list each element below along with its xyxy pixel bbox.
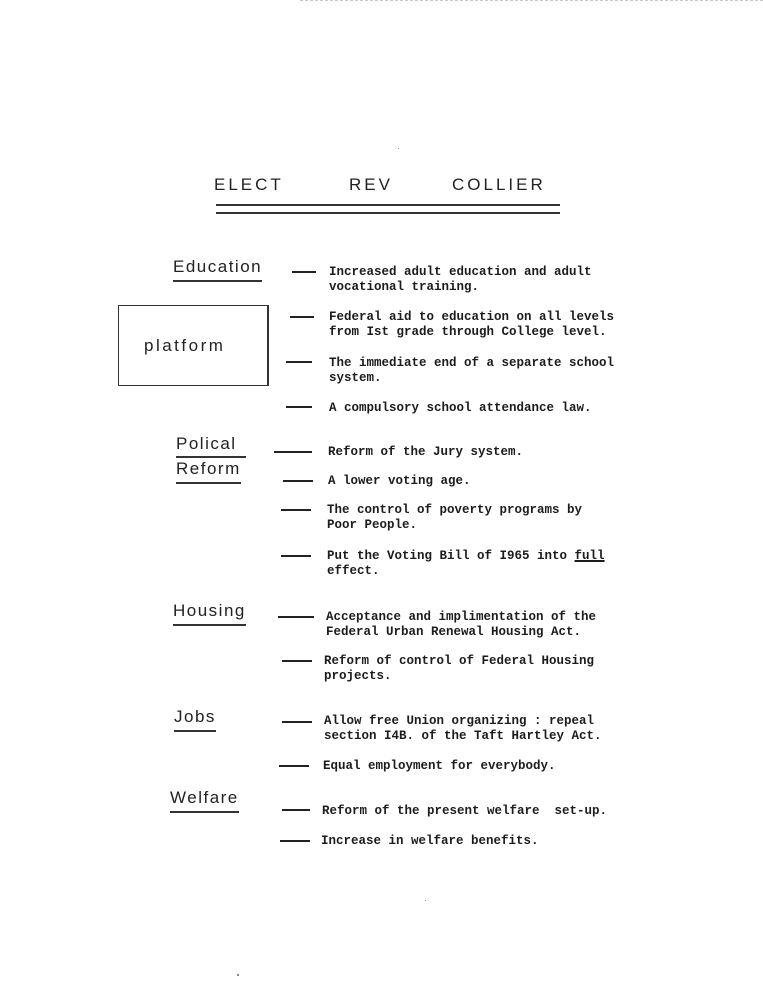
title-word-collier: COLLIER — [452, 175, 546, 194]
heading-welfare: Welfare — [170, 788, 239, 813]
jobs-item-1: Allow free Union organizing : repeal section I4B. of the Taft Hartley Act. — [324, 714, 602, 743]
heading-reform: Reform — [176, 459, 241, 484]
item-dash — [280, 840, 310, 842]
title-rule-bottom — [216, 212, 560, 214]
heading-polical: Polical — [176, 434, 237, 453]
heading-polical-underline — [176, 456, 246, 458]
reform-item-4-text: Put the Voting Bill of I965 into — [327, 549, 575, 563]
platform-label: platform — [144, 336, 226, 355]
item-dash — [290, 316, 314, 318]
reform-item-4-continuation: effect. — [327, 564, 380, 578]
scan-speck — [237, 974, 239, 976]
item-dash — [274, 451, 312, 453]
title-rule-top — [216, 204, 560, 206]
item-dash — [281, 509, 311, 511]
item-dash — [278, 616, 314, 618]
item-dash — [286, 406, 312, 408]
reform-item-1: Reform of the Jury system. — [328, 445, 524, 459]
item-dash — [292, 271, 316, 273]
item-dash — [282, 660, 312, 662]
item-dash — [279, 765, 309, 767]
heading-housing: Housing — [173, 601, 246, 626]
item-dash — [281, 555, 311, 557]
education-item-1: Increased adult education and adult vocational training. — [329, 265, 592, 294]
housing-item-2: Reform of control of Federal Housing projects. — [324, 654, 595, 683]
title-word-elect: ELECT — [214, 175, 284, 194]
scan-speck — [425, 900, 426, 901]
jobs-item-2: Equal employment for everybody. — [323, 759, 556, 773]
scan-speck — [398, 148, 399, 149]
education-item-3: The immediate end of a separate school system. — [329, 356, 615, 385]
item-dash — [282, 809, 310, 811]
item-dash — [286, 361, 312, 363]
welfare-item-1: Reform of the present welfare set-up. — [322, 804, 608, 818]
reform-item-4 — [327, 549, 687, 579]
welfare-item-2: Increase in welfare benefits. — [321, 834, 539, 848]
education-item-4: A compulsory school attendance law. — [329, 401, 592, 415]
education-item-2: Federal aid to education on all levels from Ist grade through College level. — [329, 310, 615, 339]
heading-education: Education — [173, 257, 262, 282]
item-dash — [282, 721, 312, 723]
housing-item-1: Acceptance and implimentation of the Federal Urban Renewal Housing Act. — [326, 610, 597, 639]
platform-box — [118, 305, 269, 386]
reform-item-3: The control of poverty programs by Poor People. — [327, 503, 583, 532]
item-dash — [283, 480, 313, 482]
reform-item-4-underlined-word: full — [574, 549, 605, 563]
reform-item-2: A lower voting age. — [328, 474, 471, 488]
heading-jobs: Jobs — [174, 707, 216, 732]
title-word-rev: REV — [349, 175, 393, 194]
page-top-edge — [300, 0, 763, 3]
